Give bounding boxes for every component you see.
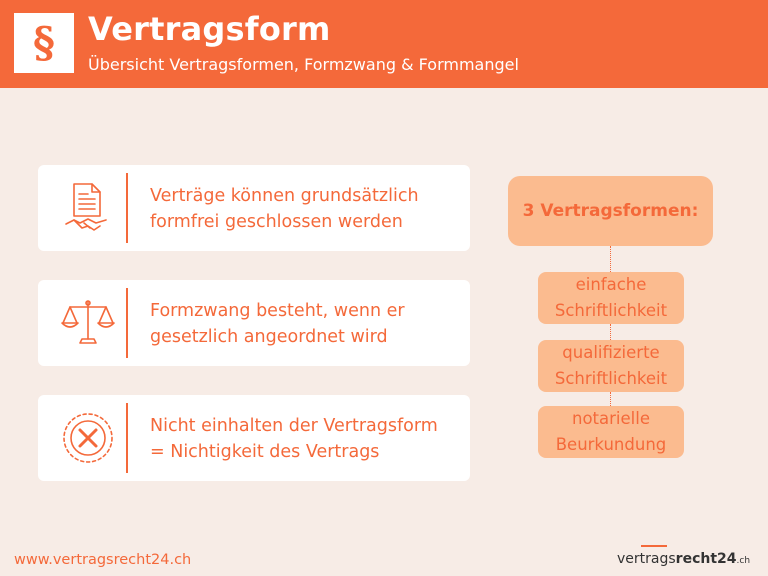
card-text-line: Nicht einhalten der Vertragsform bbox=[150, 416, 438, 436]
website-link[interactable]: www.vertragsrecht24.ch bbox=[14, 552, 192, 568]
brand-logo bbox=[617, 551, 750, 567]
form-item-line: notarielle bbox=[572, 409, 650, 428]
paragraph-icon: § bbox=[33, 18, 55, 67]
form-item-line: qualifizierte bbox=[562, 343, 660, 362]
forms-heading: 3 Vertragsformen: bbox=[522, 201, 699, 221]
form-item-einfache bbox=[538, 272, 684, 324]
form-item-line: Schriftlichkeit bbox=[554, 301, 668, 320]
contract-handshake-icon bbox=[58, 178, 118, 238]
form-item-label bbox=[518, 406, 704, 458]
x-circle-icon bbox=[58, 408, 118, 468]
card-text-line: = Nichtigkeit des Vertrags bbox=[150, 442, 380, 462]
card-text-line: gesetzlich angeordnet wird bbox=[150, 327, 388, 347]
info-card-nichtigkeit bbox=[38, 395, 470, 481]
info-card-formzwang bbox=[38, 280, 470, 366]
logo bbox=[14, 13, 74, 73]
form-item-qualifizierte bbox=[538, 340, 684, 392]
form-item-line: einfache bbox=[575, 275, 647, 294]
brand-part: vertrags bbox=[617, 551, 676, 567]
page-subtitle: Übersicht Vertragsformen, Formzwang & Formmangel bbox=[88, 55, 519, 74]
form-item-label bbox=[518, 340, 704, 392]
brand-accent-line bbox=[641, 545, 667, 547]
info-card-formfrei bbox=[38, 165, 470, 251]
brand-part: .ch bbox=[736, 556, 751, 566]
brand-part: recht24 bbox=[675, 551, 737, 567]
card-text-line: Formzwang besteht, wenn er bbox=[150, 301, 405, 321]
card-text bbox=[150, 413, 460, 465]
forms-heading-box bbox=[508, 176, 713, 246]
card-divider bbox=[126, 403, 128, 473]
connector-line bbox=[610, 392, 611, 406]
header-banner bbox=[0, 0, 768, 88]
form-item-label bbox=[518, 272, 704, 324]
page-title: Vertragsform bbox=[88, 10, 331, 48]
connector-line bbox=[610, 324, 611, 340]
card-text-line: formfrei geschlossen werden bbox=[150, 212, 403, 232]
scales-icon bbox=[58, 293, 118, 353]
card-text bbox=[150, 183, 460, 235]
form-item-line: Schriftlichkeit bbox=[554, 369, 668, 388]
form-item-line: Beurkundung bbox=[555, 435, 667, 454]
card-divider bbox=[126, 288, 128, 358]
form-item-notarielle bbox=[538, 406, 684, 458]
card-text bbox=[150, 298, 460, 350]
connector-line bbox=[610, 246, 611, 272]
card-divider bbox=[126, 173, 128, 243]
card-text-line: Verträge können grundsätzlich bbox=[150, 186, 419, 206]
